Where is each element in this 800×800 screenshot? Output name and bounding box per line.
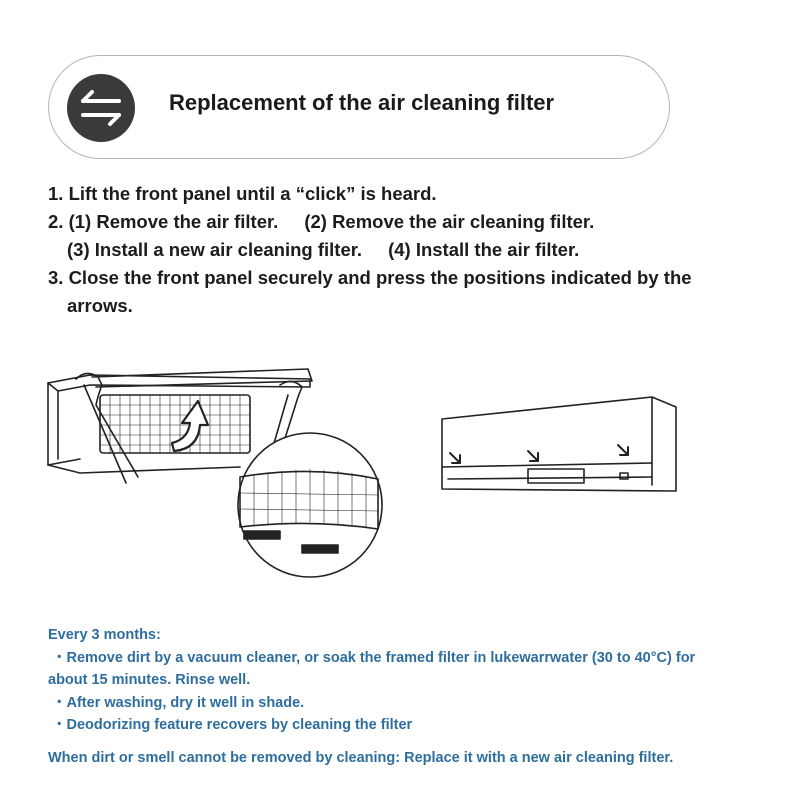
step-3-line-2: arrows. bbox=[67, 295, 133, 316]
step-2-sub-4: (4) Install the air filter. bbox=[388, 239, 580, 260]
step-2-line-2 bbox=[48, 236, 778, 264]
header-banner bbox=[48, 55, 670, 159]
swap-arrows-icon bbox=[67, 74, 135, 142]
note-bullet-1-line-2: about 15 minutes. Rinse well. bbox=[48, 672, 251, 688]
air-conditioner-illustration bbox=[40, 355, 690, 595]
step-2-sub-3: (3) Install a new air cleaning filter. bbox=[67, 239, 363, 260]
step-2-sub-2: (2) Remove the air cleaning filter. bbox=[304, 211, 595, 232]
notes-heading: Every 3 months: bbox=[48, 627, 161, 643]
note-bullet-3: ・Deodorizing feature recovers by cleaning the filter bbox=[52, 717, 413, 733]
step-2-number: 2. bbox=[48, 211, 69, 232]
step-1: 1. Lift the front panel until a “click” is heard. bbox=[48, 183, 437, 204]
maintenance-notes bbox=[48, 624, 778, 769]
note-bullet-2: ・After washing, dry it well in shade. bbox=[52, 694, 305, 711]
instruction-steps bbox=[48, 180, 778, 320]
step-2-line-1 bbox=[48, 208, 778, 236]
filter-illustration bbox=[40, 355, 690, 600]
note-bullet-1-line-1: ・Remove dirt by a vacuum cleaner, or soak the framed filter in lukewarrwater (30 to 40°C) for bbox=[52, 649, 696, 666]
page-title: Replacement of the air cleaning filter bbox=[169, 90, 555, 115]
step-2-sub-1: (1) Remove the air filter. bbox=[68, 211, 279, 232]
step-3-line-1: 3. Close the front panel securely and press the positions indicated by the bbox=[48, 267, 692, 288]
notes-footer: When dirt or smell cannot be removed by cleaning: Replace it with a new air cleaning filter. bbox=[48, 749, 674, 766]
